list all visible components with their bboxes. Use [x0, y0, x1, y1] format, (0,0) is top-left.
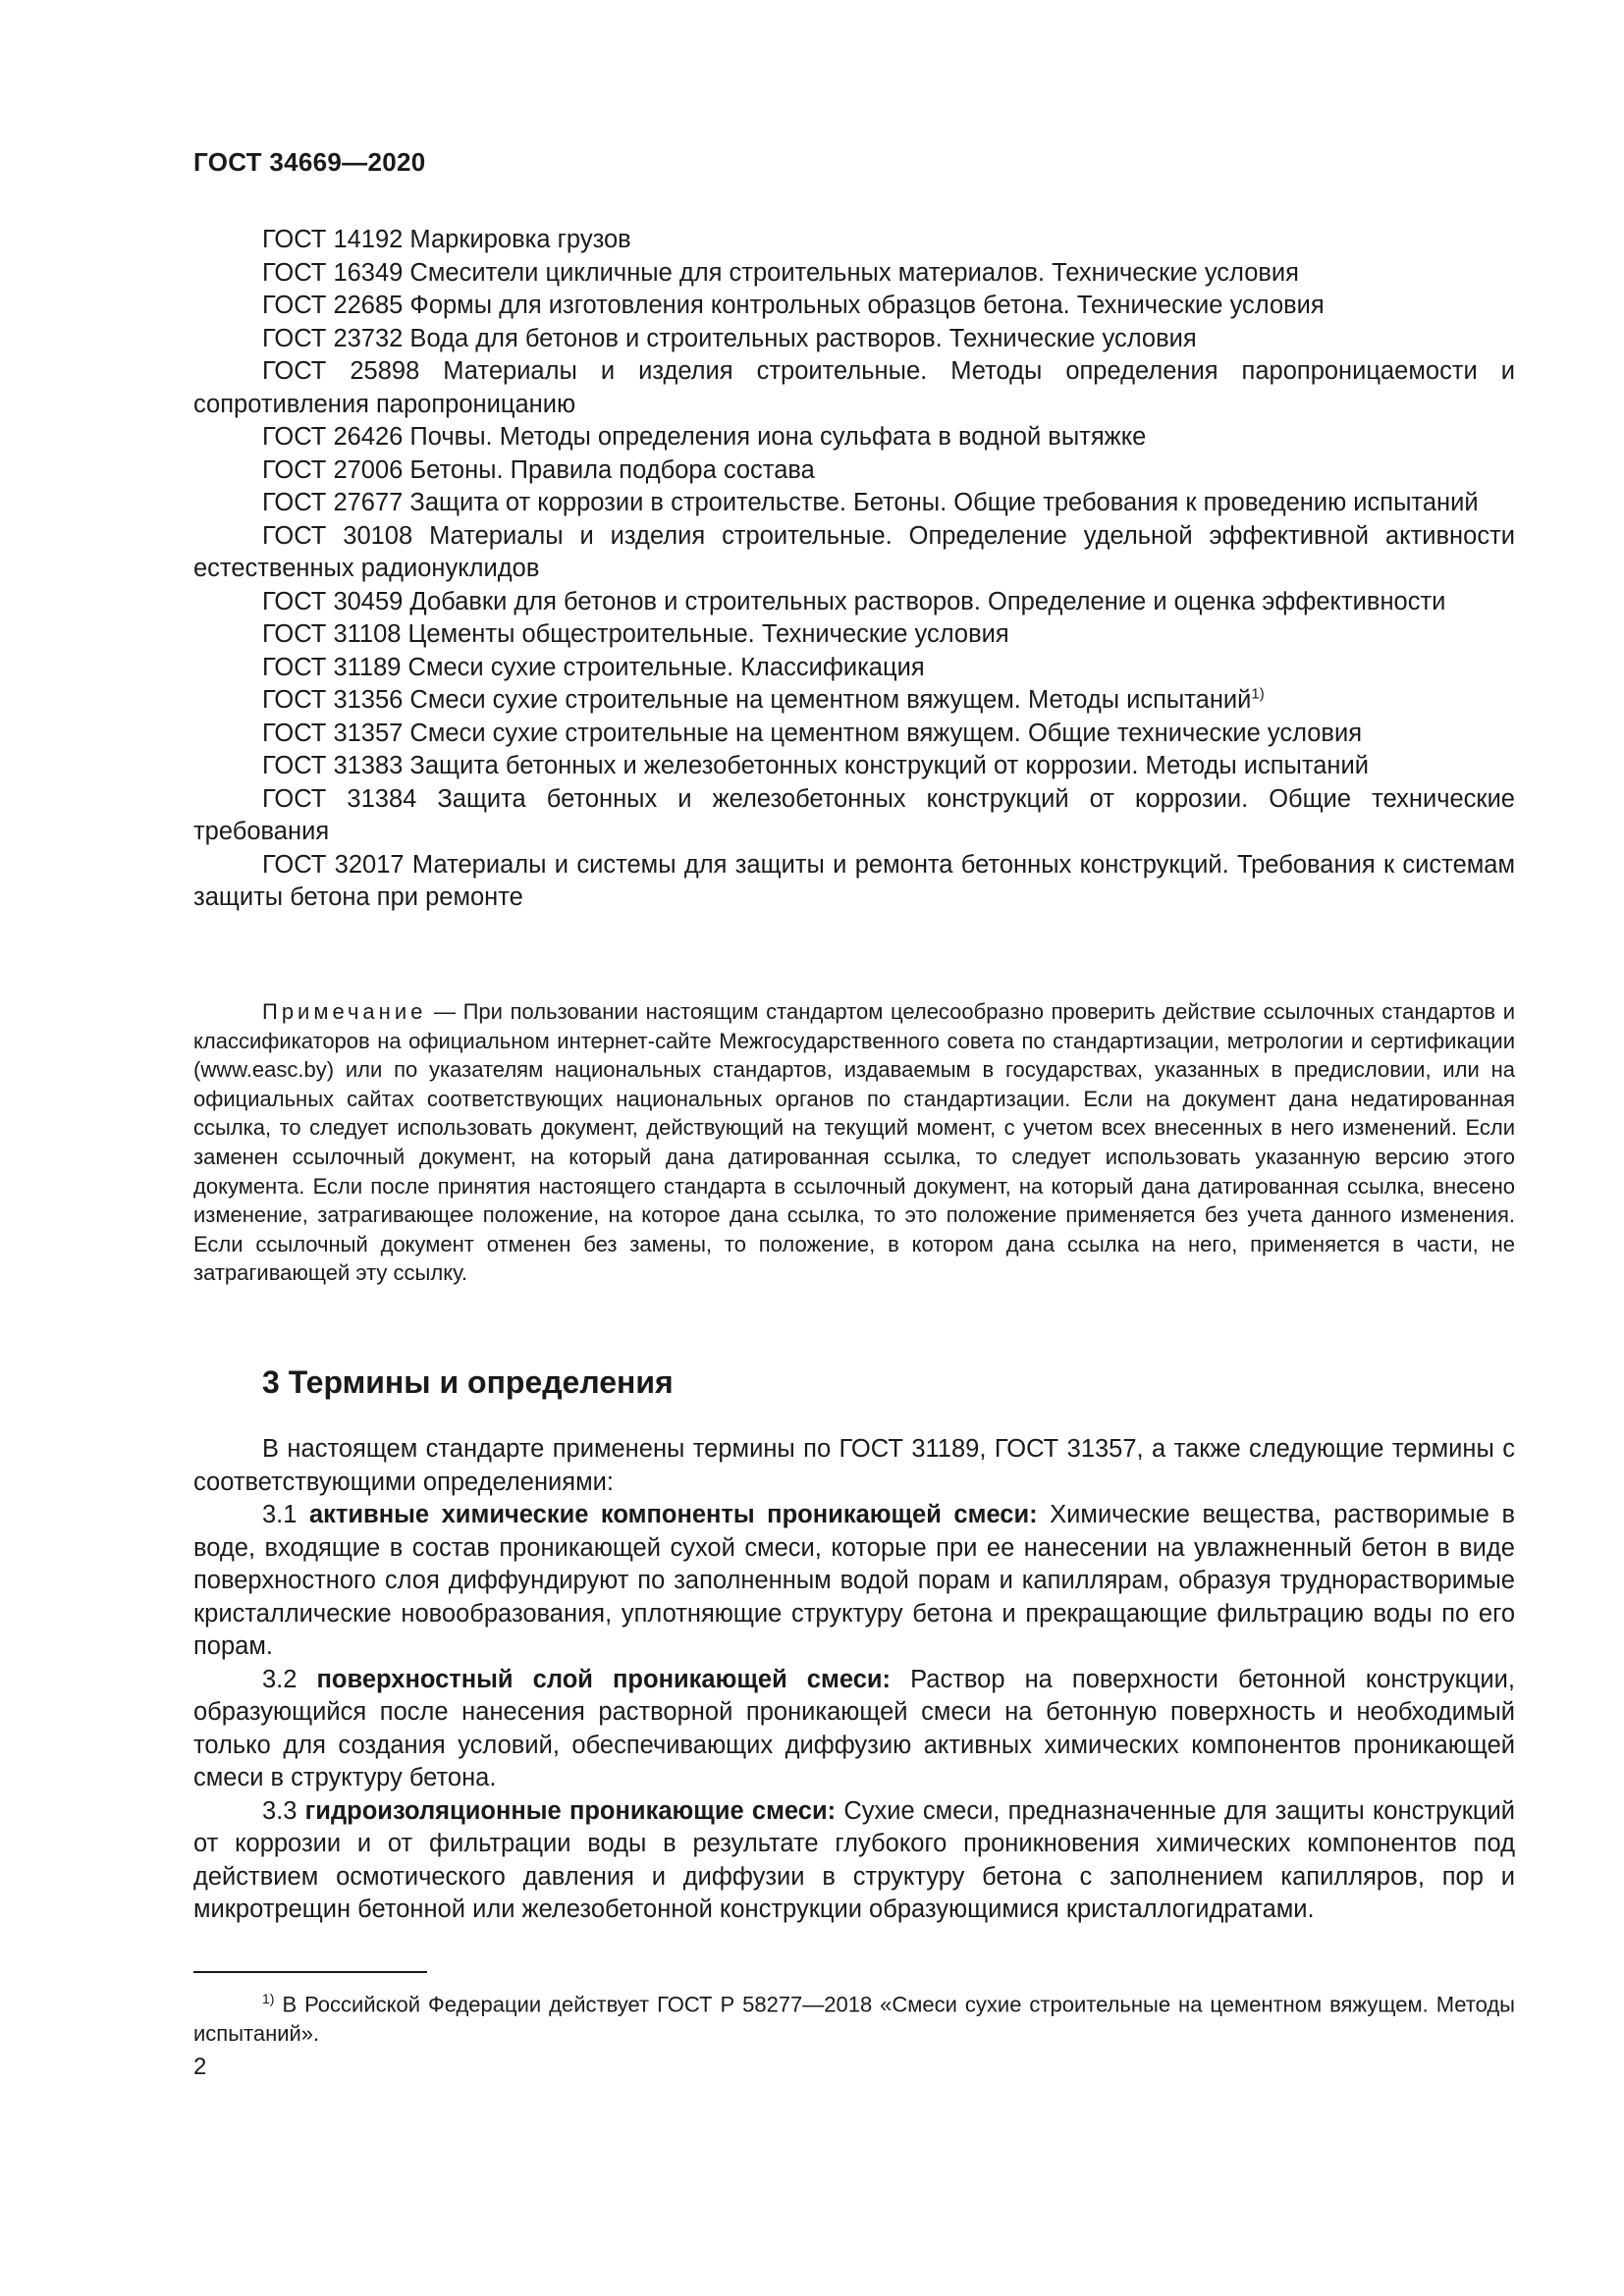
reference-text: ГОСТ 31356 Смеси сухие строительные на цементном вяжущем. Методы испытаний [262, 686, 1252, 714]
reference-item: ГОСТ 25898 Материалы и изделия строительные. Методы определения паропроницаемости и сопротивления паропроницанию [193, 357, 1515, 418]
normative-references-list [193, 224, 1515, 915]
term-number: 3.1 [262, 1501, 298, 1528]
reference-item: ГОСТ 14192 Маркировка грузов [262, 226, 631, 253]
reference-item: ГОСТ 32017 Материалы и системы для защиты и ремонта бетонных конструкций. Требования к системам защиты бетона при ремонте [193, 850, 1515, 911]
reference-item: ГОСТ 30459 Добавки для бетонов и строительных растворов. Определение и оценка эффективности [262, 587, 1446, 615]
term-text: Сухие смеси, предназначенные для защиты конструкций от коррозии и от фильтрации воды в результате глубокого проникновения химических компонентов под действием осмотического давления и диффузии в структуру бетона с заполнением капилляров, пор и микротрещин бетонной или железобетонной конструкции образующимися кристаллогидратами. [193, 1796, 1515, 1923]
reference-item-with-footnote [193, 684, 1515, 718]
note-text: При пользовании настоящим стандартом целесообразно проверить действие ссылочных стандартов и классификаторов на официальном интернет-сайте Межгосударственного совета по стандартизации, метрологии и сертификации (www.easc.by) или по указателям национальных стандартов, издаваемым в государствах, указанных в предисловии, или на официальных сайтах соответствующих национальных органов по стандартизации. Если на документ дана недатированная ссылка, то следует использовать документ, действующий на текущий момент, с учетом всех внесенных в него изменений. Если заменен ссылочный документ, на который дана датированная ссылка, то следует использовать указанную версию этого документа. Если после принятия настоящего стандарта в ссылочный документ, на который дана датированная ссылка, внесено изменение, затрагивающее положение, на которое дана ссылка, то это положение применяется без учета данного изменения. Если ссылочный документ отменен без замены, то положение, в котором дана ссылка на него, применяется в части, не затрагивающей эту ссылку. [193, 999, 1515, 1286]
term-text: Химические вещества, растворимые в воде, входящие в состав проникающей сухой смеси, которые при ее нанесении на увлажненный бетон в виде поверхностного слоя диффундируют по заполненным водой порам и капиллярам, образуя труднорастворимые кристаллические новообразования, уплотняющие структуру бетона и прекращающие фильтрацию воды по его порам. [193, 1501, 1515, 1660]
terms-section [193, 1433, 1515, 1927]
note-block [193, 997, 1515, 1288]
term-definition [193, 1664, 1515, 1795]
reference-item: ГОСТ 27006 Бетоны. Правила подбора состава [262, 455, 815, 484]
term-number: 3.3 [262, 1796, 298, 1825]
note-dash: — [426, 999, 463, 1024]
footnote-separator [193, 1971, 427, 1973]
reference-item: ГОСТ 31108 Цементы общестроительные. Технические условия [262, 620, 1009, 648]
note-label: Примечание [262, 999, 427, 1024]
page-number: 2 [193, 2054, 207, 2080]
term-name: гидроизоляционные проникающие смеси: [304, 1796, 837, 1825]
reference-item: ГОСТ 30108 Материалы и изделия строительные. Определение удельной эффективной активности естественных радионуклидов [193, 521, 1515, 582]
section-intro: В настоящем стандарте применены термины по ГОСТ 31189, ГОСТ 31357, а также следующие термины с соответствующими определениями: [193, 1435, 1515, 1496]
term-number: 3.2 [262, 1665, 298, 1693]
reference-item: ГОСТ 27677 Защита от коррозии в строительстве. Бетоны. Общие требования к проведению испытаний [262, 489, 1479, 516]
footnote [193, 1985, 1515, 2049]
reference-item: ГОСТ 26426 Почвы. Методы определения иона сульфата в водной вытяжке [262, 423, 1147, 451]
document-header: ГОСТ 34669—2020 [193, 147, 426, 177]
footnote-text: В Российской Федерации действует ГОСТ Р 58277—2018 «Смеси сухие строительные на цементном вяжущем. Методы испытаний». [193, 1992, 1515, 2046]
section-heading: 3 Термины и определения [262, 1364, 674, 1400]
term-name: поверхностный слой проникающей смеси: [316, 1665, 892, 1693]
reference-item: ГОСТ 22685 Формы для изготовления контрольных образцов бетона. Технические условия [262, 292, 1325, 319]
reference-item: ГОСТ 16349 Смесители цикличные для строительных материалов. Технические условия [262, 258, 1299, 287]
reference-item: ГОСТ 31357 Смеси сухие строительные на цементном вяжущем. Общие технические условия [262, 719, 1363, 747]
term-text: Раствор на поверхности бетонной конструкции, образующийся после нанесения растворной проникающей смеси на бетонную поверхность и необходимый только для создания условий, обеспечивающих диффузию активных химических компонентов проникающей смеси в структуру бетона. [193, 1665, 1515, 1791]
reference-item: ГОСТ 31384 Защита бетонных и железобетонных конструкций от коррозии. Общие технические требования [193, 784, 1515, 845]
reference-item: ГОСТ 31383 Защита бетонных и железобетонных конструкций от коррозии. Методы испытаний [262, 752, 1370, 779]
reference-item: ГОСТ 31189 Смеси сухие строительные. Классификация [262, 653, 925, 681]
reference-item: ГОСТ 23732 Вода для бетонов и строительных растворов. Технические условия [262, 324, 1197, 352]
term-definition [193, 1499, 1515, 1664]
term-definition [193, 1795, 1515, 1927]
footnote-marker[interactable]: 1) [1251, 685, 1265, 703]
footnote-mark: 1) [262, 1991, 275, 2006]
term-name: активные химические компоненты проникающей смеси: [308, 1501, 1038, 1528]
